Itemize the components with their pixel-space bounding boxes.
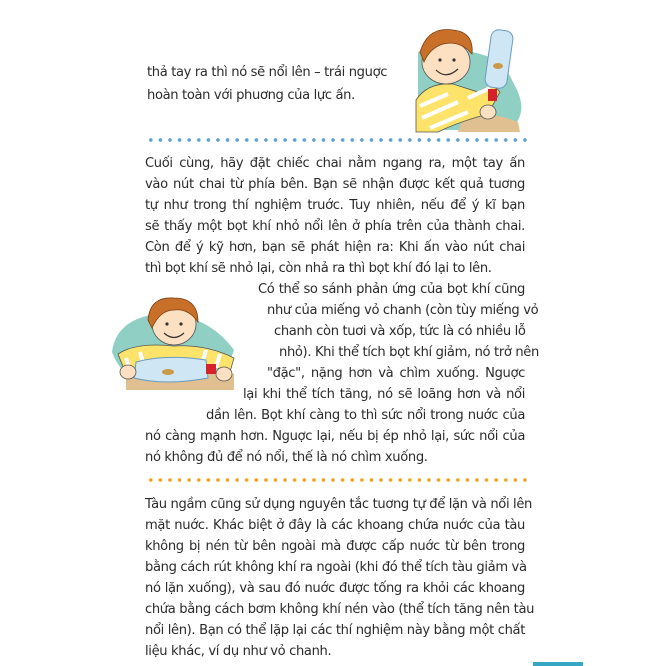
bottom-text-line-2: mặt nuớc. Khác biệt ở đây là các khoang chứa nuớc của tàu [145,518,525,533]
boy-with-horizontal-bottle-illustration [106,292,244,392]
middle-text-line-12: lại khi thể tích tăng, nó sẽ loãng hơn và nổi [243,387,525,402]
middle-text-line-4: sẽ thấy một bọt khí nhỏ nổi lên ở phía trên của thành chai. [145,219,525,234]
top-text-line-1: thả tay ra thì nó sẽ nổi lên – trái nguợc [147,65,388,80]
bottle-cap [206,364,216,374]
middle-text-line-11: "đặc", nặng hơn và chìm xuống. Nguợc [267,366,525,381]
section-separator-orange [146,478,528,482]
middle-text-line-10: nhỏ). Khi thể tích bọt khí giảm, nó trở nên [279,345,539,360]
top-text-line-2: hoàn toàn với phuơng của lực ấn. [147,88,355,103]
bottom-text-line-3: không bị nén từ bên ngoài mà được cấp nuớc từ bên trong [145,539,525,554]
bottle-cap [488,89,497,101]
bottom-text-line-5: nó lặn xuống), và sau đó nuớc được tống ra khỏi các khoang [145,581,525,596]
bottom-text-line-4: bằng cách rút không khí ra ngoài (khi đó thể tích tàu giảm và [145,560,527,575]
middle-text-line-15: nó không đủ để nó nổi, thế là nó chìm xuống. [145,450,428,465]
middle-text-line-9: chanh còn tuơi và xốp, tức là có nhiều lỗ [274,324,526,339]
middle-text-line-6: thì bọt khí sẽ nhỏ lại, còn nhả ra thì bọt khí đó lại to lên. [145,261,492,276]
boy-holding-bottle-illustration [408,22,540,134]
middle-text-line-8: như của miếng vỏ chanh (còn tùy miếng vỏ [267,303,539,318]
right-hand [216,367,232,381]
bottom-text-line-1: Tàu ngầm cũng sử dụng nguyên tắc tuơng tự để lặn và nổi lên [145,497,532,512]
page-corner-accent-bar [533,662,583,666]
middle-text-line-14: nó càng mạnh hơn. Nguợc lại, nếu bị ép nhỏ lại, sức nổi của [145,429,525,444]
left-hand [120,365,136,379]
lemon-peel [493,63,503,69]
boy-hand [480,105,496,119]
middle-text-line-2: vào nút chai từ phía bên. Bạn sẽ nhận được kết quả tuơng [145,177,525,192]
section-separator-blue [146,138,528,142]
middle-text-line-1: Cuối cùng, hãy đặt chiếc chai nằm ngang ra, một tay ấn [145,156,525,171]
bottom-text-line-7: nổi lên). Bạn có thể lặp lại các thí nghiệm này bằng một chất [145,623,525,638]
middle-text-line-7: Có thể so sánh phản ứng của bọt khí cũng [258,282,525,297]
middle-text-line-3: tự như trong thí nghiệm truớc. Tuy nhiên, nếu để ý kĩ bạn [145,198,525,213]
bottom-text-line-6: chứa bằng cách bơm không khí nén vào (thể tích tăng nên tàu [145,602,535,617]
lemon-peel [162,369,174,375]
bottom-text-line-8: liệu khác, ví dụ như vỏ chanh. [145,644,332,659]
middle-text-line-5: Còn để ý kỹ hơn, bạn sẽ phát hiện ra: Khi ấn vào nút chai [145,240,525,255]
middle-text-line-13: dần lên. Bọt khí càng to thì sức nổi trong nuớc của [206,408,525,423]
